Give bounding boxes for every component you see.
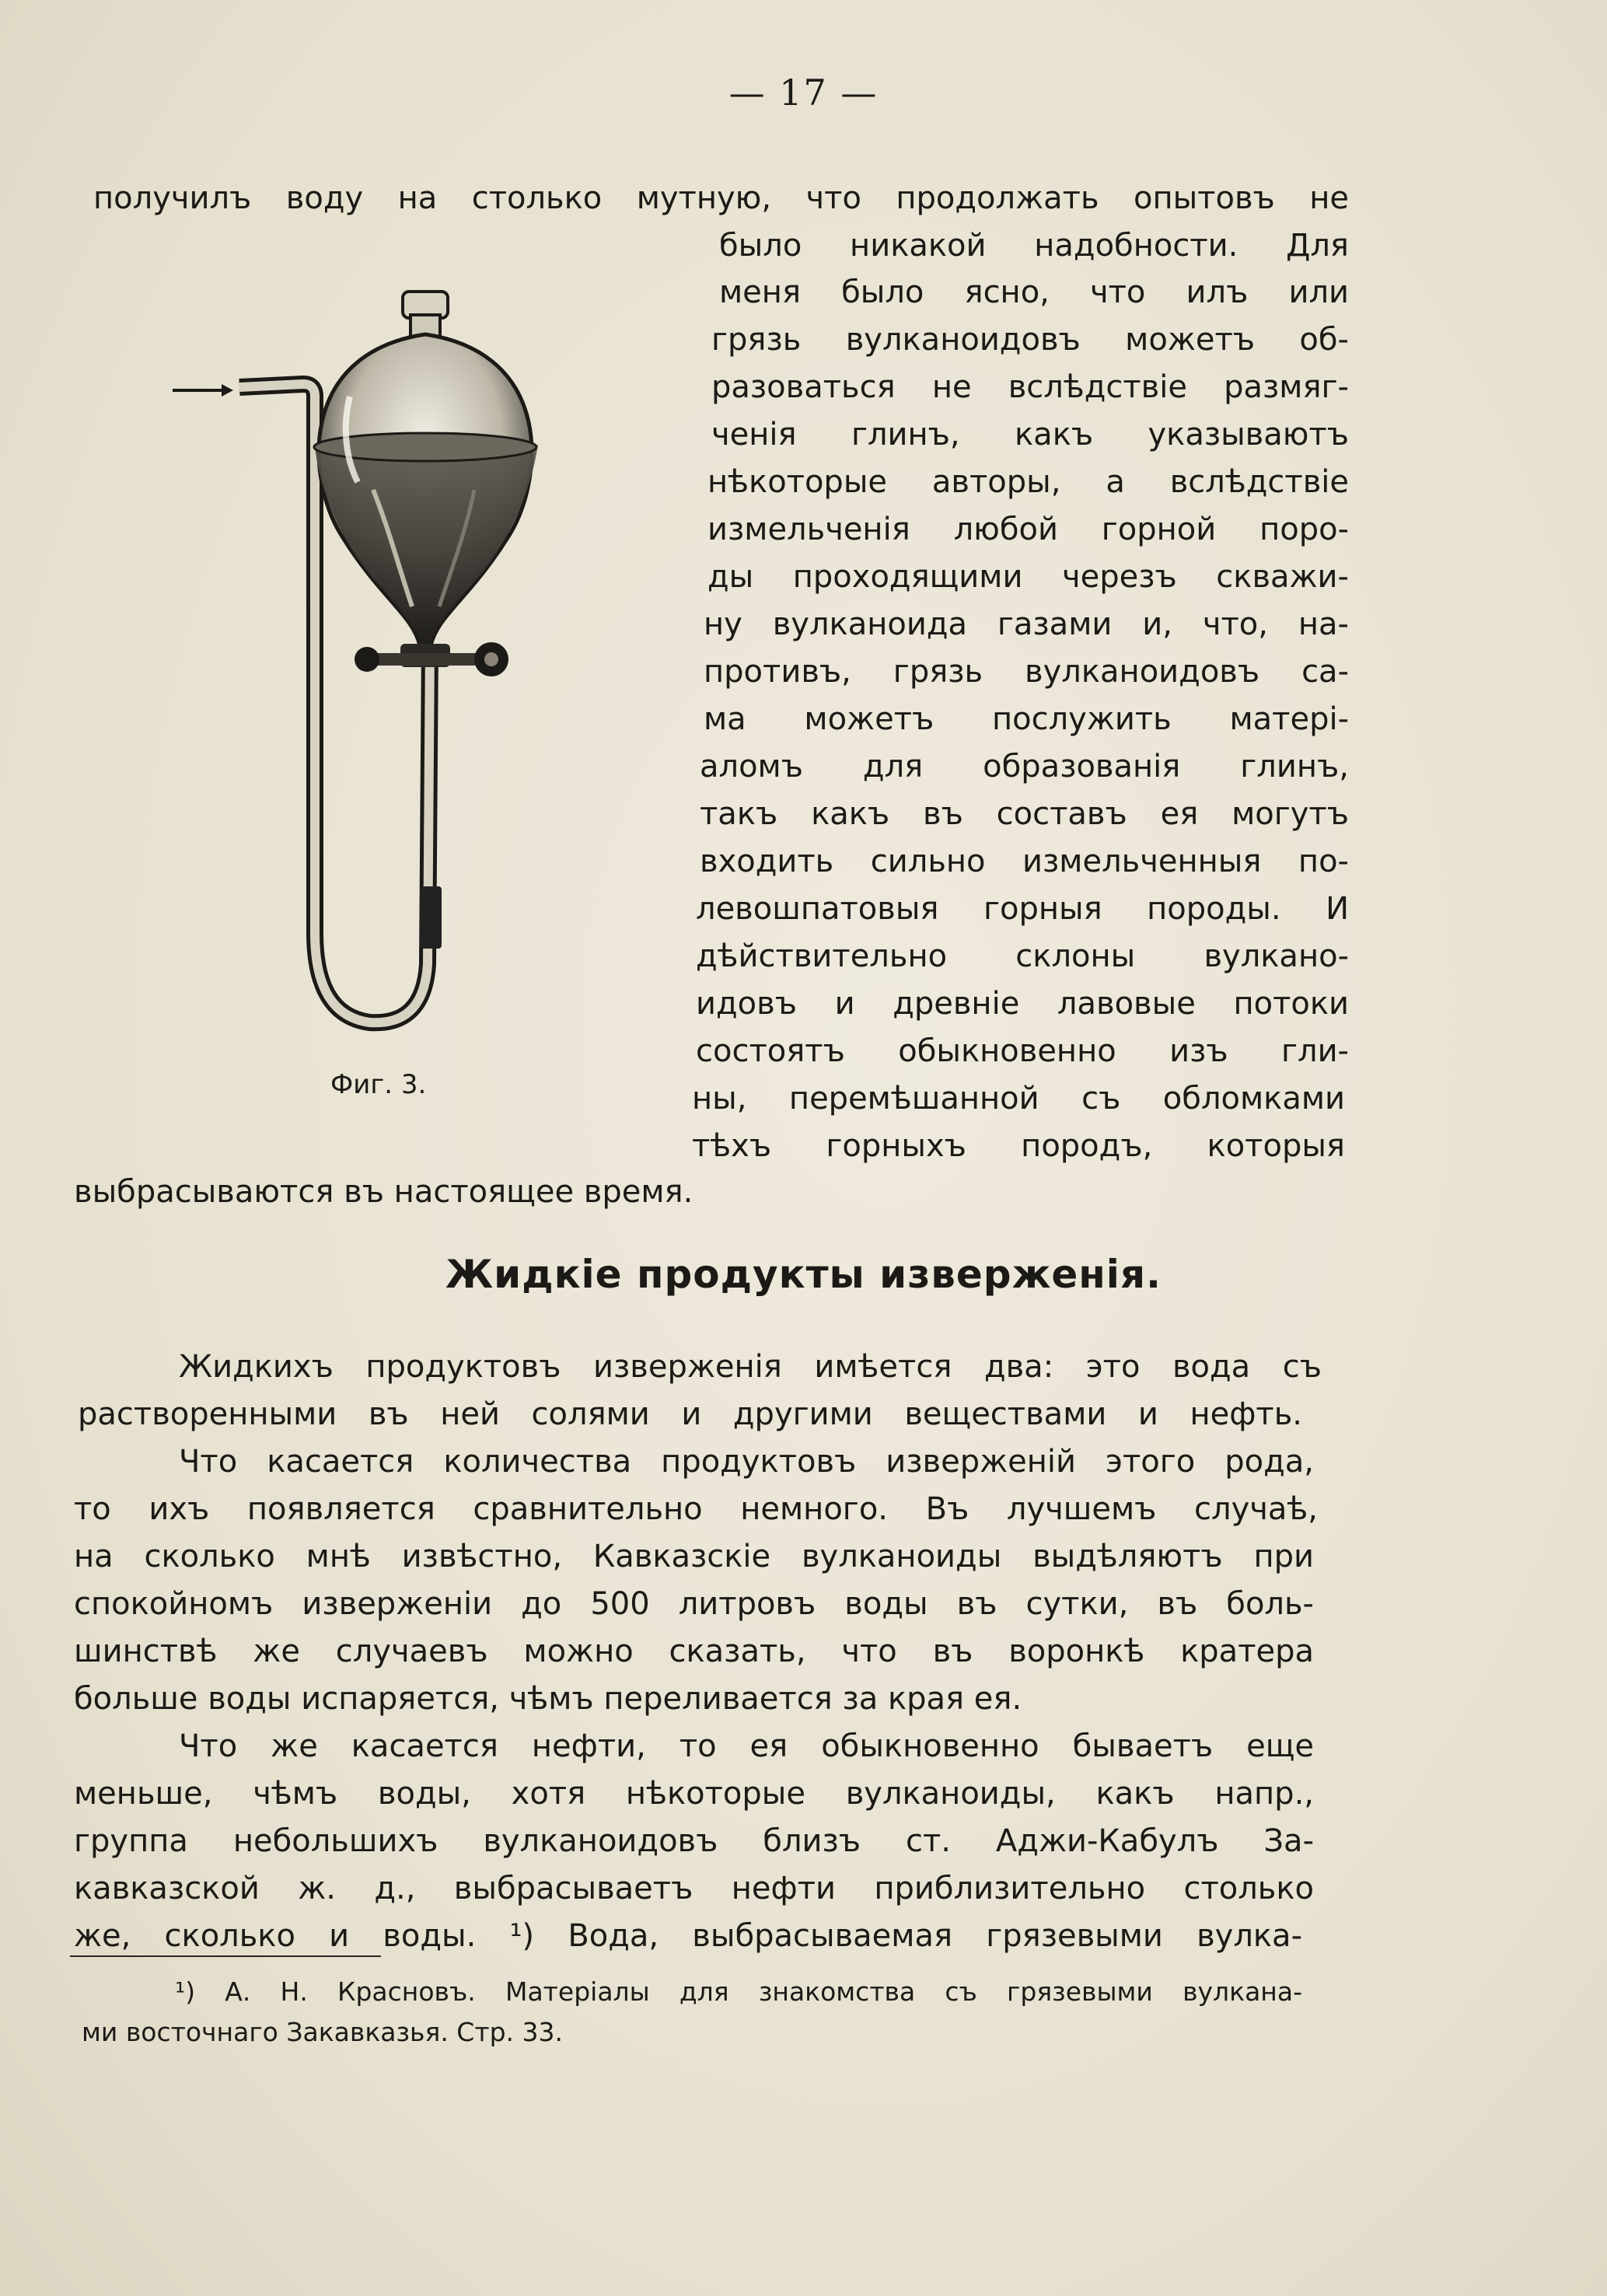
body-line: ченiя глинъ, какъ указываютъ bbox=[711, 417, 1349, 453]
body-line: разоваться не вслѣдствiе размяг- bbox=[711, 369, 1349, 405]
section-line: то ихъ появляется сравнительно немного. Въ лучшемъ случаѣ, bbox=[74, 1491, 1318, 1527]
body-line: состоятъ обыкновенно изъ гли- bbox=[696, 1033, 1349, 1069]
running-head: — 17 — bbox=[728, 72, 879, 114]
body-line: тѣхъ горныхъ породъ, которыя bbox=[692, 1128, 1345, 1164]
separating-funnel bbox=[314, 292, 538, 645]
footnote-line: ¹) А. Н. Красновъ. Матерiалы для знакомства съ грязевыми вулкана- bbox=[175, 1976, 1302, 2007]
section-line: кавказской ж. д., выбрасываетъ нефти приблизительно столько bbox=[74, 1871, 1314, 1906]
footnote-line: ми восточнаго Закавказья. Стр. 33. bbox=[82, 2017, 563, 2047]
section-line: меньше, чѣмъ воды, хотя нѣкоторые вулканоиды, какъ напр., bbox=[74, 1776, 1314, 1812]
body-line: такъ какъ въ составъ ея могутъ bbox=[700, 796, 1349, 832]
body-line: аломъ для образованiя глинъ, bbox=[700, 749, 1349, 785]
body-line: ма можетъ послужить матерi- bbox=[704, 701, 1349, 737]
body-line: выбрасываются въ настоящее время. bbox=[74, 1174, 693, 1210]
body-line: противъ, грязь вулканоидовъ са- bbox=[704, 654, 1349, 690]
body-line: дѣйствительно склоны вулкано- bbox=[696, 938, 1349, 974]
section-line: больше воды испаряется, чѣмъ переливается за края ея. bbox=[74, 1681, 1022, 1717]
body-line: ну вулканоида газами и, что, на- bbox=[704, 606, 1349, 642]
section-line: растворенными въ ней солями и другими веществами и нефть. bbox=[78, 1396, 1302, 1432]
section-line: Что касается количества продуктовъ изверженiй этого рода, bbox=[179, 1444, 1314, 1480]
body-line: получилъ воду на столько мутную, что продолжать опытовъ не bbox=[93, 180, 1349, 216]
footnote-rule bbox=[70, 1955, 381, 1957]
section-line: шинствѣ же случаевъ можно сказать, что въ воронкѣ кратера bbox=[74, 1634, 1314, 1669]
rubber-connector bbox=[420, 886, 442, 949]
body-line: ны, перемѣшанной съ обломками bbox=[692, 1081, 1345, 1117]
section-line: же, сколько и воды. ¹) Вода, выбрасываемая грязевыми вулка- bbox=[74, 1918, 1302, 1954]
body-line: левошпатовыя горныя породы. И bbox=[696, 891, 1349, 927]
figure-apparatus bbox=[155, 280, 560, 1057]
arrow-icon bbox=[173, 384, 233, 397]
body-line: меня было ясно, что илъ или bbox=[719, 274, 1349, 310]
body-line: нѣкоторые авторы, а вслѣдствiе bbox=[707, 464, 1349, 500]
section-line: спокойномъ изверженiи до 500 литровъ воды въ сутки, въ боль- bbox=[74, 1586, 1314, 1622]
body-line: идовъ и древнiе лавовые потоки bbox=[696, 986, 1349, 1022]
section-line: Что же касается нефти, то ея обыкновенно бываетъ еще bbox=[179, 1728, 1314, 1764]
section-line: Жидкихъ продуктовъ изверженiя имѣется два: это вода съ bbox=[179, 1349, 1322, 1385]
body-line: ды проходящими черезъ скважи- bbox=[707, 559, 1349, 595]
body-line: измельченiя любой горной поро- bbox=[707, 512, 1349, 547]
body-line: было никакой надобности. Для bbox=[719, 228, 1349, 264]
body-line: грязь вулканоидовъ можетъ об- bbox=[711, 322, 1349, 358]
section-heading: Жидкiе продукты изверженiя. bbox=[445, 1252, 1162, 1297]
body-line: входить сильно измельченныя по- bbox=[700, 844, 1349, 879]
figure-caption: Фиг. 3. bbox=[330, 1069, 427, 1100]
section-line: на сколько мнѣ извѣстно, Кавказскiе вулканоиды выдѣляютъ при bbox=[74, 1539, 1314, 1574]
section-line: группа небольшихъ вулканоидовъ близъ ст. Аджи-Кабулъ За- bbox=[74, 1823, 1314, 1859]
